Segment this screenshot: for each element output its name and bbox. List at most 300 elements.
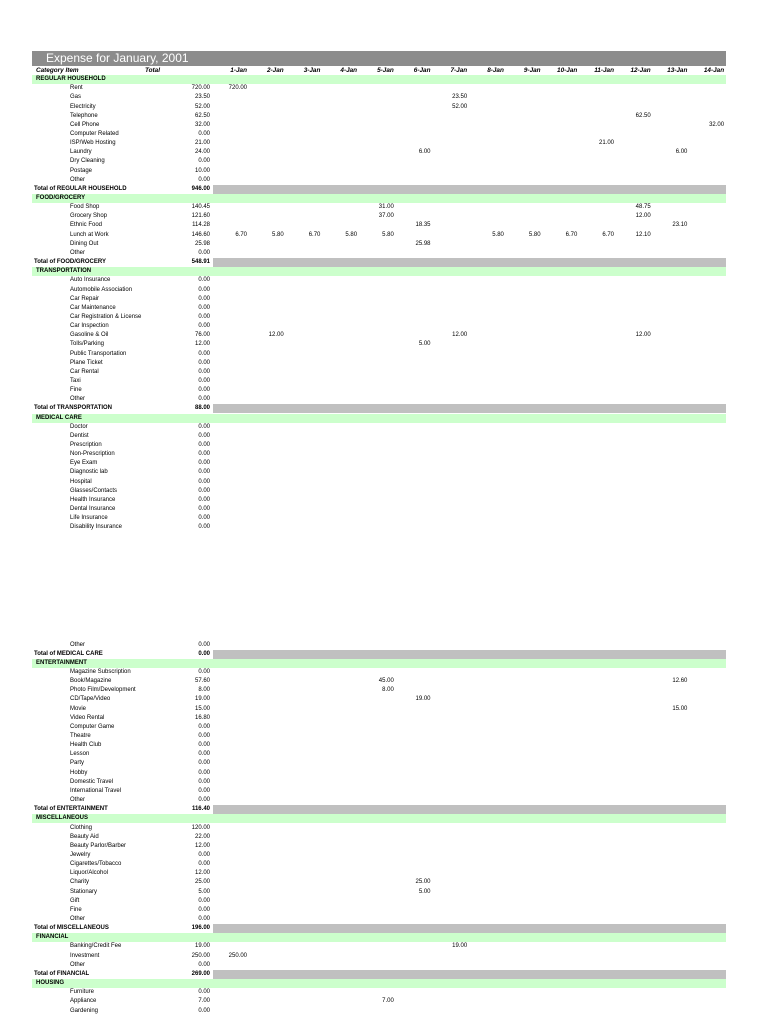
day-cell-6-jan: 18.35 (415, 222, 431, 229)
table-row (32, 249, 726, 258)
total-cell: 0.00 (198, 524, 210, 531)
category-total-row (32, 924, 726, 933)
total-row-shading (213, 650, 726, 659)
header-day-12: 12-Jan (630, 67, 651, 74)
item-label: Banking/Credit Fee (70, 943, 122, 950)
item-label: Other (70, 249, 86, 256)
day-cell-12-jan: 12.10 (635, 231, 651, 238)
item-label: CD/Tape/Video (70, 696, 111, 703)
table-row (32, 824, 726, 833)
total-cell: 0.00 (198, 176, 210, 183)
total-cell: 196.00 (191, 925, 210, 932)
day-cell-13-jan: 6.00 (675, 149, 688, 156)
day-cell-12-jan: 12.00 (635, 213, 651, 220)
item-label: Liquor/Alcohol (70, 870, 109, 877)
header-day-3: 3-Jan (303, 67, 321, 74)
day-cell-5-jan: 45.00 (378, 678, 394, 685)
item-label: Food Shop (70, 204, 100, 211)
item-label: Public Transportation (70, 350, 127, 357)
table-row (32, 714, 726, 723)
category-label: FOOD/GROCERY (36, 195, 86, 201)
item-label: Beauty Aid (70, 833, 99, 840)
total-cell: 0.00 (198, 442, 210, 448)
day-cell-9-jan: 5.80 (528, 231, 541, 238)
table-row (32, 860, 726, 869)
table-row (32, 231, 726, 240)
total-cell: 23.50 (194, 94, 210, 101)
table-row (32, 459, 726, 468)
item-label: Other (70, 797, 86, 803)
day-cell-6-jan: 25.00 (415, 879, 431, 886)
day-cell-11-jan: 6.70 (602, 231, 614, 238)
item-label: Other (70, 176, 86, 183)
total-cell: 19.00 (194, 943, 210, 950)
item-label: Gardening (70, 1007, 99, 1014)
item-label: Automobile Association (70, 286, 133, 293)
table-row (32, 842, 726, 851)
table-row (32, 942, 726, 951)
item-label: Lunch at Work (70, 231, 109, 238)
day-cell-8-jan: 5.80 (492, 231, 504, 238)
total-cell: 0.00 (198, 916, 210, 922)
table-row (32, 286, 726, 295)
total-cell: 114.28 (192, 222, 210, 229)
table-row (32, 377, 726, 386)
table-row (32, 888, 726, 897)
item-label: Appliance (70, 998, 97, 1005)
table-row (32, 997, 726, 1006)
table-row (32, 304, 726, 313)
total-cell: 0.00 (198, 487, 210, 494)
total-cell: 0.00 (198, 295, 210, 302)
total-cell: 0.00 (198, 961, 210, 968)
header-category-item: Category Item (36, 67, 79, 74)
category-label: HOUSING (36, 980, 65, 986)
table-row (32, 769, 726, 778)
total-cell: 0.00 (198, 377, 210, 384)
item-label: ISP/Web Hosting (70, 140, 116, 147)
day-cell-1-jan: 720.00 (228, 85, 247, 92)
header-day-13: 13-Jan (667, 67, 688, 74)
category-total-row (32, 650, 726, 659)
sheet-title: Expense for January, 2001 (46, 51, 189, 65)
item-label: Grocery Shop (70, 213, 108, 220)
item-label: Computer Game (70, 723, 115, 730)
category-row (32, 659, 726, 668)
total-cell: 0.00 (198, 469, 210, 476)
item-label: Clothing (70, 824, 93, 831)
table-row (32, 84, 726, 93)
total-cell: 0.00 (198, 778, 210, 785)
total-cell: 15.00 (194, 705, 210, 712)
total-cell: 25.98 (194, 240, 210, 247)
total-cell: 0.00 (198, 515, 210, 522)
total-cell: 146.60 (191, 231, 210, 238)
total-cell: 21.00 (194, 140, 210, 147)
total-cell: 62.50 (194, 112, 210, 119)
total-cell: 24.00 (194, 149, 210, 156)
total-cell: 0.00 (198, 861, 210, 868)
total-cell: 121.60 (191, 213, 210, 220)
item-label: Other (70, 916, 86, 922)
table-row (32, 139, 726, 148)
total-cell: 0.00 (198, 286, 210, 293)
day-cell-5-jan: 5.80 (382, 231, 394, 238)
total-cell: 720.00 (191, 85, 210, 92)
table-row (32, 295, 726, 304)
total-cell: 10.00 (194, 167, 210, 174)
total-row-shading (213, 805, 726, 814)
day-cell-12-jan: 48.75 (635, 204, 651, 211)
total-cell: 0.00 (198, 733, 210, 739)
total-cell: 0.00 (198, 797, 210, 803)
total-cell: 0.00 (198, 751, 210, 758)
total-cell: 16.80 (194, 714, 210, 721)
item-label: Plane Ticket (70, 359, 103, 366)
total-cell: 22.00 (194, 833, 210, 840)
item-label: Furniture (70, 989, 95, 996)
table-row (32, 423, 726, 432)
table-row (32, 148, 726, 157)
day-cell-7-jan: 23.50 (452, 94, 468, 101)
item-label: Charity (70, 879, 90, 886)
item-label: Photo Film/Development (70, 687, 136, 694)
item-label: Book/Magazine (70, 678, 112, 685)
total-cell: 548.91 (191, 259, 210, 265)
item-label: Other (70, 641, 86, 648)
total-cell: 0.00 (198, 130, 210, 137)
table-row (32, 732, 726, 741)
table-row (32, 796, 726, 805)
table-row (32, 167, 726, 176)
table-row (32, 331, 726, 340)
total-cell: 0.00 (198, 723, 210, 730)
total-cell: 0.00 (198, 506, 210, 512)
table-row (32, 487, 726, 496)
item-label: Laundry (70, 149, 92, 156)
total-cell: 0.00 (198, 668, 210, 675)
table-row (32, 112, 726, 121)
day-cell-10-jan: 6.70 (565, 231, 578, 238)
total-cell: 12.00 (194, 842, 210, 849)
day-cell-3-jan: 6.70 (308, 231, 321, 238)
header-day-6: 6-Jan (413, 67, 431, 74)
item-label: Lesson (70, 751, 90, 758)
category-row (32, 75, 726, 84)
category-label: TRANSPORTATION (36, 268, 92, 275)
table-row (32, 93, 726, 102)
total-cell: 250.00 (191, 952, 210, 959)
item-label: Gasoline & Oil (70, 332, 109, 339)
item-label: Prescription (70, 442, 102, 448)
category-row (32, 933, 726, 942)
item-label: Hobby (70, 769, 88, 776)
total-cell: 0.00 (198, 323, 210, 329)
header-day-9: 9-Jan (523, 67, 541, 74)
total-cell: 0.00 (198, 787, 210, 794)
total-cell: 0.00 (198, 313, 210, 320)
day-cell-1-jan: 6.70 (235, 231, 247, 238)
item-label: Dry Cleaning (70, 158, 105, 165)
item-label: Auto Insurance (70, 277, 111, 284)
header-total: Total (144, 67, 160, 74)
category-label: MISCELLANEOUS (36, 815, 89, 822)
item-label: Investment (70, 952, 100, 959)
total-row-shading (213, 185, 726, 194)
item-label: Other (70, 396, 86, 403)
category-row (32, 814, 726, 823)
total-cell: 32.00 (194, 121, 210, 128)
table-row (32, 523, 726, 532)
day-cell-7-jan: 19.00 (452, 943, 468, 950)
item-label: Video Rental (70, 714, 105, 721)
day-cell-5-jan: 31.00 (378, 204, 394, 211)
category-total-row (32, 404, 726, 413)
total-cell: 0.00 (198, 897, 210, 904)
item-label: Magazine Subscription (70, 668, 131, 675)
item-label: Gift (70, 897, 80, 904)
item-label: Domestic Travel (70, 778, 114, 785)
table-row (32, 897, 726, 906)
header-day-5: 5-Jan (377, 67, 394, 74)
total-cell: 0.00 (198, 368, 210, 375)
table-row (32, 741, 726, 750)
table-row (32, 441, 726, 450)
total-cell: 25.00 (194, 879, 210, 886)
table-row (32, 313, 726, 322)
item-label: Life Insurance (70, 515, 108, 522)
table-row (32, 705, 726, 714)
item-label: Eye Exam (70, 460, 98, 467)
table-row (32, 833, 726, 842)
category-total-row (32, 970, 726, 979)
category-total-row (32, 805, 726, 814)
table-row (32, 157, 726, 166)
table-row (32, 176, 726, 185)
table-row (32, 787, 726, 796)
total-cell: 0.00 (198, 1007, 210, 1014)
item-label: Cell Phone (70, 121, 100, 128)
table-row (32, 915, 726, 924)
item-label: Health Club (70, 742, 102, 749)
item-label: Glasses/Contacts (70, 487, 118, 494)
day-cell-6-jan: 19.00 (415, 696, 431, 703)
item-label: Rent (70, 85, 83, 92)
day-cell-1-jan: 250.00 (228, 952, 247, 959)
category-row (32, 194, 726, 203)
header-day-7: 7-Jan (450, 67, 468, 74)
category-row (32, 414, 726, 423)
total-cell: 57.60 (194, 678, 210, 685)
day-cell-5-jan: 7.00 (382, 998, 394, 1005)
item-label: Car Inspection (70, 323, 109, 329)
header-day-14: 14-Jan (703, 67, 725, 74)
header-day-1: 1-Jan (230, 67, 247, 74)
table-row (32, 750, 726, 759)
total-cell: 0.00 (198, 650, 210, 657)
item-label: Party (70, 760, 85, 767)
day-cell-4-jan: 5.80 (345, 231, 358, 238)
table-row (32, 514, 726, 523)
total-cell: 0.00 (198, 641, 210, 648)
day-cell-7-jan: 52.00 (452, 103, 468, 110)
table-row (32, 952, 726, 961)
day-cell-7-jan: 12.00 (452, 332, 468, 339)
item-label: Hospital (70, 478, 92, 485)
total-cell: 52.00 (194, 103, 210, 110)
day-cell-2-jan: 5.80 (272, 231, 284, 238)
item-label: Gas (70, 94, 82, 101)
table-row (32, 641, 726, 650)
day-cell-12-jan: 12.00 (635, 332, 651, 339)
item-label: Total of MEDICAL CARE (34, 650, 103, 657)
table-row (32, 478, 726, 487)
header-day-4: 4-Jan (340, 67, 358, 74)
header-day-2: 2-Jan (266, 67, 284, 74)
category-label: MEDICAL CARE (36, 414, 82, 421)
table-row (32, 778, 726, 787)
day-cell-5-jan: 37.00 (378, 213, 394, 220)
day-cell-2-jan: 12.00 (268, 332, 284, 339)
table-row (32, 961, 726, 970)
day-cell-12-jan: 62.50 (635, 112, 651, 119)
table-row (32, 340, 726, 349)
table-row (32, 386, 726, 395)
table-row (32, 276, 726, 285)
table-row (32, 496, 726, 505)
total-cell: 0.00 (198, 396, 210, 403)
table-row (32, 432, 726, 441)
item-label: Car Rental (70, 368, 99, 375)
total-cell: 0.00 (198, 304, 210, 311)
item-label: Beauty Parlor/Barber (70, 842, 127, 849)
item-label: Health Insurance (70, 496, 116, 503)
table-row (32, 221, 726, 230)
item-label: Fine (70, 387, 82, 394)
total-cell: 0.00 (198, 906, 210, 913)
table-row (32, 103, 726, 112)
item-label: Dentist (70, 432, 89, 439)
item-label: Electricity (70, 103, 96, 110)
table-row (32, 350, 726, 359)
table-row (32, 468, 726, 477)
total-cell: 7.00 (198, 998, 210, 1005)
item-label: Non-Prescription (70, 451, 115, 458)
item-label: Computer Related (70, 130, 119, 137)
table-row (32, 450, 726, 459)
item-label: Dining Out (70, 240, 99, 247)
total-cell: 269.00 (191, 970, 210, 977)
total-cell: 0.00 (198, 451, 210, 458)
table-row (32, 677, 726, 686)
category-label: ENTERTAINMENT (36, 659, 87, 666)
item-label: Total of FOOD/GROCERY (34, 259, 106, 265)
total-cell: 76.00 (194, 332, 210, 339)
total-cell: 946.00 (191, 185, 210, 192)
item-label: International Travel (70, 787, 122, 794)
item-label: Diagnostic lab (70, 469, 108, 476)
table-row (32, 130, 726, 139)
table-row (32, 395, 726, 404)
total-cell: 120.00 (191, 824, 210, 831)
total-cell: 0.00 (198, 760, 210, 767)
total-cell: 0.00 (198, 851, 210, 858)
total-cell: 0.00 (198, 496, 210, 503)
day-cell-11-jan: 21.00 (598, 140, 614, 147)
total-cell: 0.00 (198, 478, 210, 485)
table-row (32, 851, 726, 860)
header-day-8: 8-Jan (487, 67, 504, 74)
total-cell: 140.45 (191, 204, 210, 211)
item-label: Theatre (70, 733, 91, 739)
day-cell-6-jan: 5.00 (418, 341, 431, 348)
day-cell-13-jan: 15.00 (672, 705, 688, 712)
table-row (32, 906, 726, 915)
total-row-shading (213, 258, 726, 267)
table-row (32, 240, 726, 249)
table-row (32, 212, 726, 221)
day-cell-13-jan: 23.10 (672, 222, 688, 229)
table-row (32, 668, 726, 677)
table-row (32, 686, 726, 695)
item-label: Total of TRANSPORTATION (34, 405, 112, 412)
total-row-shading (213, 404, 726, 413)
item-label: Car Registration & License (70, 313, 142, 320)
category-label: FINANCIAL (36, 934, 69, 941)
item-label: Total of FINANCIAL (34, 970, 90, 977)
day-cell-13-jan: 12.60 (672, 678, 688, 685)
table-row (32, 322, 726, 331)
total-cell: 12.00 (194, 341, 210, 348)
day-cell-6-jan: 6.00 (418, 149, 431, 156)
table-row (32, 759, 726, 768)
item-label: Cigarettes/Tobacco (70, 861, 122, 868)
item-label: Total of MISCELLANEOUS (34, 925, 109, 932)
item-label: Car Maintenance (70, 304, 116, 311)
item-label: Disability Insurance (70, 524, 123, 531)
total-cell: 0.00 (198, 432, 210, 439)
total-cell: 0.00 (198, 742, 210, 749)
total-cell: 0.00 (198, 460, 210, 467)
total-cell: 0.00 (198, 769, 210, 776)
table-row (32, 1007, 726, 1016)
table-row (32, 203, 726, 212)
table-row (32, 878, 726, 887)
total-cell: 88.00 (194, 405, 210, 412)
total-cell: 12.00 (194, 870, 210, 877)
total-cell: 19.00 (194, 696, 210, 703)
item-label: Other (70, 961, 86, 968)
item-label: Movie (70, 705, 87, 712)
header-day-10: 10-Jan (557, 67, 578, 74)
table-row (32, 869, 726, 878)
total-cell: 0.00 (198, 350, 210, 357)
total-row-shading (213, 924, 726, 933)
total-cell: 0.00 (198, 387, 210, 394)
total-cell: 5.00 (198, 888, 210, 895)
item-label: Taxi (70, 377, 81, 384)
sheet-title-bar (32, 51, 726, 66)
day-cell-5-jan: 8.00 (382, 687, 394, 694)
total-cell: 8.00 (198, 687, 210, 694)
item-label: Total of ENTERTAINMENT (34, 806, 108, 813)
table-row (32, 505, 726, 514)
total-row-shading (213, 970, 726, 979)
table-row (32, 368, 726, 377)
item-label: Postage (70, 167, 93, 174)
total-cell: 0.00 (198, 423, 210, 430)
item-label: Fine (70, 906, 82, 913)
